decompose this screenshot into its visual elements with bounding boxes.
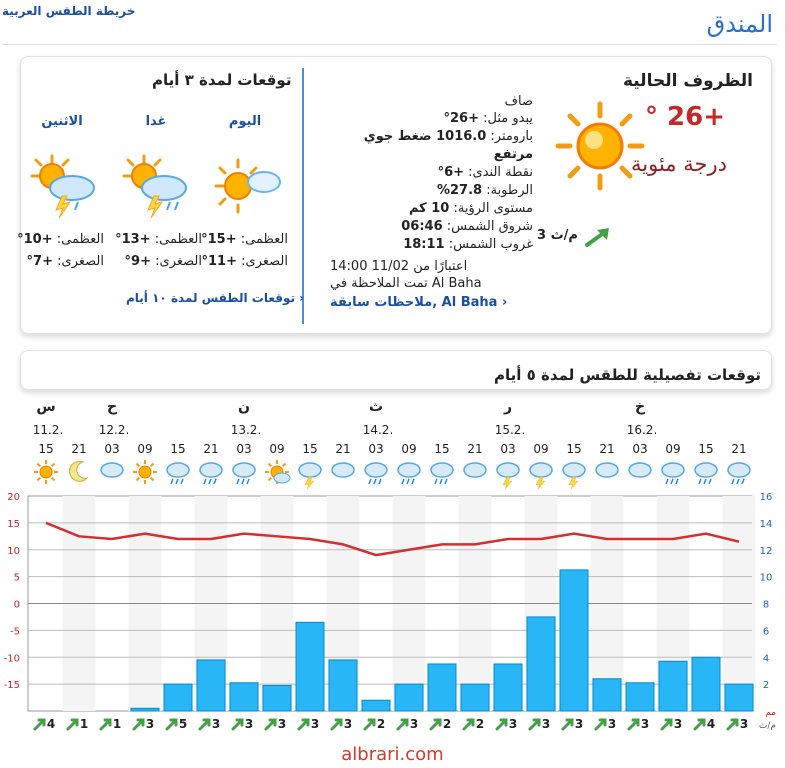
thunderstorm-icon [563, 463, 585, 489]
precip-tick-label: 10 [759, 572, 773, 584]
wind-speed-label: 3 [607, 717, 617, 731]
forecast-day-today[interactable]: اليوم [228, 114, 262, 129]
humidity-row [437, 182, 533, 200]
tomorrow-high: العظمى: +13° [115, 232, 202, 247]
wind-speed: 3 م/ث [537, 228, 578, 243]
hour-label: 21 [731, 442, 747, 456]
hour-label: 15 [302, 442, 318, 456]
rain-icon [728, 463, 750, 484]
precip-unit-label: مم [765, 708, 776, 718]
hour-label: 15 [170, 442, 186, 456]
feels-like-label: يبدو مثل: [483, 111, 533, 126]
date-label: 16.2. [626, 423, 658, 437]
hour-label: 03 [500, 442, 516, 456]
feels-like-row [443, 110, 533, 128]
wind-arrow-icon [596, 720, 605, 729]
pressure-trend: مرتفع [493, 147, 533, 162]
ten-day-forecast-link[interactable]: توقعات الطقس لمدة ١٠ أيام › [126, 291, 305, 305]
wind-unit-label: م/ث [758, 721, 776, 731]
feels-like-value: +26° [443, 111, 479, 126]
day-label: ن [238, 399, 250, 415]
hour-label: 03 [236, 442, 252, 456]
barometer-row [364, 128, 533, 146]
wind-speed-label: 4 [706, 717, 716, 731]
humidity-value: 27.8% [436, 183, 483, 198]
wind-speed-label: 1 [79, 717, 89, 731]
precip-tick-label: 12 [759, 545, 773, 557]
precip-tick-label: 14 [759, 518, 773, 530]
day-label: ر [503, 399, 513, 415]
rain-icon [200, 463, 222, 484]
visibility-label: مستوى الرؤية: [453, 201, 533, 216]
rain-icon [695, 463, 717, 484]
detailed-forecast-title: توقعات تفصيلية للطقس لمدة ٥ أيام [494, 366, 761, 384]
wind-speed-label: 3 [211, 717, 221, 731]
forecast-icon-row [0, 456, 785, 490]
wind-speed-label: 3 [310, 717, 320, 731]
sun-cloud-icon [210, 152, 290, 218]
precip-bar [461, 684, 489, 711]
hour-label: 09 [269, 442, 285, 456]
humidity-label: الرطوبة: [486, 183, 533, 198]
precip-bar [527, 617, 555, 711]
dew-point-row [438, 164, 533, 182]
sunset-value: 18:11 [403, 237, 445, 252]
tomorrow-low: الصغرى: +9° [124, 254, 202, 269]
precip-tick-label: 2 [762, 680, 770, 692]
today-high: العظمى: +15° [201, 232, 288, 247]
temp-tick-label: -5 [10, 626, 20, 638]
date-label: 12.2. [98, 423, 130, 437]
condition-text: صاف [504, 94, 533, 109]
precip-bar [131, 708, 159, 711]
wind-speed-label: 2 [475, 717, 485, 731]
wind-arrow-icon [101, 720, 110, 729]
wind-speed-label: 1 [112, 717, 122, 731]
dew-point-label: نقطة الندى: [468, 165, 533, 180]
wind-speed-label: 5 [178, 717, 188, 731]
temp-tick-label: 0 [13, 599, 20, 611]
monday-low: الصغرى: +7° [26, 254, 104, 269]
precip-tick-label: 4 [762, 653, 770, 665]
precip-bar [725, 684, 753, 711]
wind-arrow-icon [530, 720, 539, 729]
wind-speed-label: 3 [508, 717, 518, 731]
current-conditions-title: الظروف الحالية [622, 71, 753, 91]
hour-label: 09 [533, 442, 549, 456]
wind-arrow-icon [233, 720, 242, 729]
hour-label: 09 [137, 442, 153, 456]
barometer-value: 1016.0 ضغط جوي [363, 129, 487, 144]
precip-bar [659, 661, 687, 711]
rain-icon [365, 463, 387, 484]
cloud-icon [101, 463, 123, 477]
wind-arrow-icon [365, 720, 374, 729]
wind-speed-label: 3 [244, 717, 254, 731]
wind-speed-label: 2 [376, 717, 386, 731]
header-divider [2, 44, 777, 45]
wind-speed-label: 2 [442, 717, 452, 731]
wind-arrow-icon [431, 720, 440, 729]
wind-arrow-icon [200, 720, 209, 729]
precip-bar [428, 664, 456, 711]
temp-tick-label: -10 [3, 653, 20, 665]
precip-bar [263, 685, 291, 711]
hour-label: 03 [368, 442, 384, 456]
temperature-unit: درجة مئوية [631, 152, 727, 176]
precip-bar [230, 683, 258, 711]
city-name: المندق [706, 10, 773, 38]
hour-label: 21 [71, 442, 87, 456]
hour-label: 09 [665, 442, 681, 456]
wind-speed-label: 3 [409, 717, 419, 731]
precip-bar [362, 700, 390, 711]
wind-arrow-icon [662, 720, 671, 729]
wind-speed-label: 3 [277, 717, 287, 731]
date-label: 15.2. [494, 423, 526, 437]
forecast-3day-title: توقعات لمدة ٣ أيام [152, 71, 292, 89]
hour-label: 09 [401, 442, 417, 456]
thunderstorm-sun-icon [118, 152, 198, 218]
cloud-icon [596, 463, 618, 477]
hour-label: 21 [203, 442, 219, 456]
observation-station: تمت الملاحظة في Al Baha [330, 276, 482, 291]
wind-arrow-icon [563, 720, 572, 729]
sun-icon [34, 460, 58, 484]
wind-arrow-icon [497, 720, 506, 729]
precip-bar [593, 679, 621, 711]
sunrise-value: 06:46 [401, 219, 443, 234]
moon-icon [70, 461, 87, 481]
rain-icon [662, 463, 684, 484]
cloud-icon [332, 463, 354, 477]
hour-label: 15 [434, 442, 450, 456]
summary-divider [302, 68, 304, 324]
hour-label: 15 [566, 442, 582, 456]
barometer-label: بارومتر: [490, 129, 533, 144]
sunset-label: غروب الشمس: [448, 237, 533, 252]
precip-bar [692, 657, 720, 711]
rain-icon [398, 463, 420, 484]
day-label: ح [106, 399, 118, 415]
wind-speed-label: 3 [574, 717, 584, 731]
wind-speed-label: 3 [673, 717, 683, 731]
hour-label: 21 [335, 442, 351, 456]
hour-label: 21 [467, 442, 483, 456]
current-temperature: +26 ° [644, 102, 725, 132]
sun-rain-icon [265, 460, 290, 484]
wind-arrow-icon [398, 720, 407, 729]
thunderstorm-icon [299, 463, 321, 489]
thunderstorm-icon [530, 463, 552, 489]
wind-arrow-icon [68, 720, 77, 729]
thunderstorm-icon [497, 463, 519, 489]
precip-bar [560, 570, 588, 711]
precip-bar [494, 664, 522, 711]
wind-arrow-icon [35, 720, 44, 729]
temp-tick-label: 5 [13, 572, 20, 584]
wind-arrow-icon [266, 720, 275, 729]
date-label: 14.2. [362, 423, 394, 437]
sunrise-row [401, 218, 533, 236]
hour-label: 03 [632, 442, 648, 456]
forecast-chart [0, 488, 785, 758]
wind-arrow-icon [728, 720, 737, 729]
site-credit: albrari.com [341, 744, 444, 765]
day-label: خ [634, 399, 646, 415]
date-label: 11.2. [32, 423, 64, 437]
precip-bar [626, 683, 654, 711]
day-label: ث [368, 399, 384, 415]
wind-arrow-icon [167, 720, 176, 729]
wind-speed-label: 3 [640, 717, 650, 731]
precip-bar [296, 622, 324, 711]
temp-tick-label: 20 [7, 492, 20, 503]
wind-arrow-icon [464, 720, 473, 729]
today-low: الصغرى: +11° [201, 254, 288, 269]
precip-bar [395, 684, 423, 711]
wind-arrow-icon [134, 720, 143, 729]
precip-bar [329, 660, 357, 711]
cloud-icon [464, 463, 486, 477]
sunset-row [403, 236, 533, 254]
visibility-value: 10 كم [408, 201, 450, 216]
wind-arrow-icon [332, 720, 341, 729]
dew-point-value: +6° [437, 165, 465, 180]
wind-speed-label: 3 [739, 717, 749, 731]
hour-label: 15 [38, 442, 54, 456]
sun-icon [133, 460, 157, 484]
visibility-row [409, 200, 533, 218]
wind-arrow-icon [583, 226, 613, 248]
wind-arrow-icon [299, 720, 308, 729]
rain-icon [431, 463, 453, 484]
wind-arrow-icon [695, 720, 704, 729]
precip-tick-label: 16 [759, 492, 773, 503]
hour-label: 21 [599, 442, 615, 456]
temp-tick-label: 15 [7, 518, 20, 530]
cloud-icon [629, 463, 651, 477]
wind-arrow-icon [629, 720, 638, 729]
wind-speed-label: 3 [145, 717, 155, 731]
hour-label: 03 [104, 442, 120, 456]
precip-tick-label: 8 [762, 599, 770, 611]
precip-tick-label: 6 [762, 626, 770, 638]
sunrise-label: شروق الشمس: [446, 219, 533, 234]
sun-icon [552, 98, 648, 194]
monday-high: العظمى: +10° [17, 232, 104, 247]
previous-observations-link[interactable]: ملاحظات سابقة, Al Baha › [330, 295, 508, 310]
rain-icon [167, 463, 189, 484]
date-label: 13.2. [230, 423, 262, 437]
wind-speed-label: 3 [343, 717, 353, 731]
wind-speed-label: 3 [541, 717, 551, 731]
wind-speed-label: 4 [46, 717, 56, 731]
temp-tick-label: 10 [7, 545, 20, 557]
observation-time: اعتبارًا من 11/02 14:00 [330, 259, 468, 274]
temp-tick-label: -15 [3, 680, 20, 692]
hour-label: 15 [698, 442, 714, 456]
forecast-day-monday[interactable]: الاثنين [41, 114, 83, 129]
arab-weather-map-link[interactable]: خريطة الطقس العربية [2, 4, 136, 18]
forecast-day-tomorrow[interactable]: غدا [145, 114, 167, 129]
rain-icon [233, 463, 255, 484]
precip-bar [197, 660, 225, 711]
thunderstorm-sun-icon [26, 152, 106, 218]
precip-bar [164, 684, 192, 711]
day-label: س [36, 399, 56, 415]
